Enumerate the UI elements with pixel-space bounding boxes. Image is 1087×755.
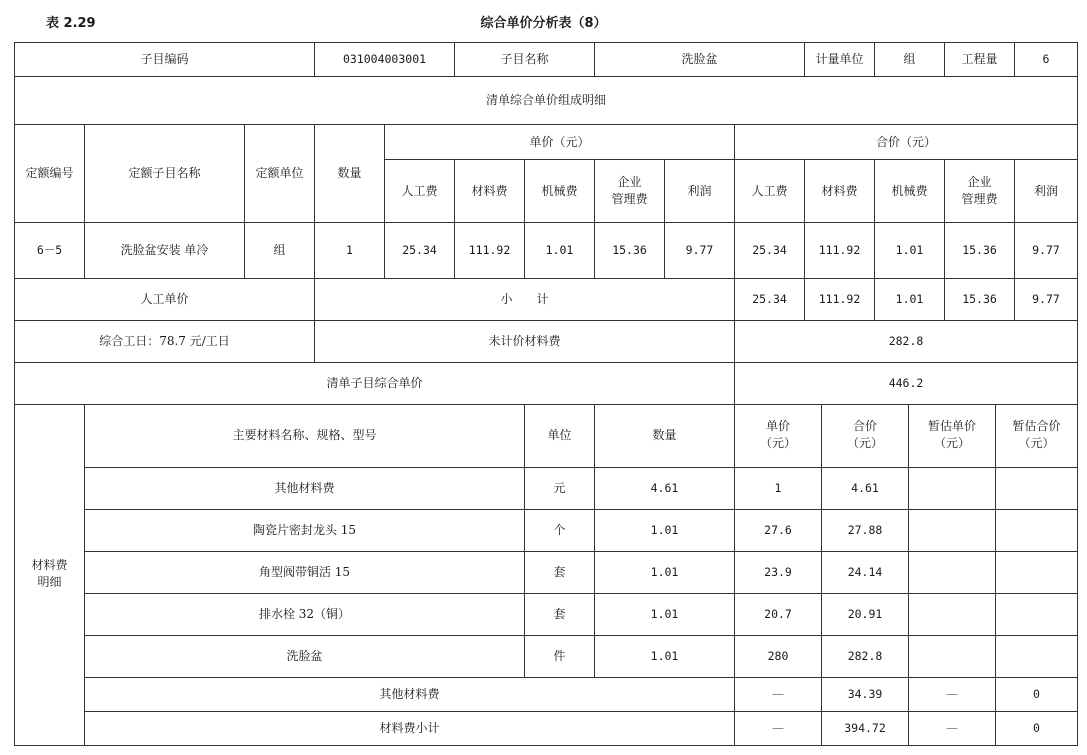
subtotal-row [15, 279, 1078, 321]
col-quota-unit: 定额单位 [245, 125, 315, 223]
name-value: 洗脸盆 [595, 43, 805, 77]
col-quota-name: 定额子目名称 [85, 125, 245, 223]
subtotal-profit: 9.77 [1015, 279, 1078, 321]
composite-value: 446.2 [735, 363, 1078, 405]
table-caption [0, 12, 1087, 34]
mat-col-unit: 单位 [525, 404, 595, 467]
other-total-price: 34.39 [822, 677, 909, 711]
quota-name: 洗脸盆安装 单冷 [85, 223, 245, 279]
material-row [15, 509, 1078, 551]
other-material-label: 其他材料费 [85, 677, 735, 711]
mat-total-price: 282.8 [822, 635, 909, 677]
material-row [15, 593, 1078, 635]
mat-est-unit-price [909, 593, 996, 635]
other-unit-price: — [735, 677, 822, 711]
material-row [15, 551, 1078, 593]
name-label: 子目名称 [455, 43, 595, 77]
qty-value: 6 [1015, 43, 1078, 77]
mat-est-total-price [996, 509, 1078, 551]
mat-est-unit-price [909, 635, 996, 677]
up-material: 111.92 [455, 223, 525, 279]
mat-est-unit-price [909, 467, 996, 509]
subtotal-material: 111.92 [805, 279, 875, 321]
mat-unit: 套 [525, 551, 595, 593]
tp-mgmt: 15.36 [945, 223, 1015, 279]
header-info-row [15, 43, 1078, 77]
unpriced-row [15, 321, 1078, 363]
mat-total-price: 20.91 [822, 593, 909, 635]
mat-est-unit-price [909, 551, 996, 593]
other-est-total-price: 0 [996, 677, 1078, 711]
qty-label: 工程量 [945, 43, 1015, 77]
col-tp-labor: 人工费 [735, 160, 805, 223]
workday-label: 综合工日：78.7 元/工日 [15, 321, 315, 363]
mat-col-total-price: 合价 （元） [822, 404, 909, 467]
table-title: 综合单价分析表（8） [480, 16, 607, 31]
subtotal-total-price: 394.72 [822, 711, 909, 745]
code-value: 031004003001 [315, 43, 455, 77]
col-tp-material: 材料费 [805, 160, 875, 223]
mat-qty: 1.01 [595, 593, 735, 635]
mat-qty: 1.01 [595, 509, 735, 551]
col-tp-profit: 利润 [1015, 160, 1078, 223]
material-side-label: 材料费 明细 [15, 404, 85, 745]
mat-est-unit-price [909, 509, 996, 551]
mat-unit: 件 [525, 635, 595, 677]
subtotal-est-total-price: 0 [996, 711, 1078, 745]
quota-qty: 1 [315, 223, 385, 279]
labor-rate-label: 人工单价 [15, 279, 315, 321]
col-quota-no: 定额编号 [15, 125, 85, 223]
code-label: 子目编码 [15, 43, 315, 77]
subtotal-machine: 1.01 [875, 279, 945, 321]
col-quantity: 数量 [315, 125, 385, 223]
material-row [15, 635, 1078, 677]
up-labor: 25.34 [385, 223, 455, 279]
mat-col-est-unit-price: 暂估单价 （元） [909, 404, 996, 467]
mat-est-total-price [996, 551, 1078, 593]
mat-qty: 1.01 [595, 551, 735, 593]
mat-unit-price: 1 [735, 467, 822, 509]
up-machine: 1.01 [525, 223, 595, 279]
col-unit-price-group: 单价（元） [385, 125, 735, 160]
unit-value: 组 [875, 43, 945, 77]
table-number: 表 2.29 [46, 16, 96, 31]
mat-qty: 4.61 [595, 467, 735, 509]
material-head-row [15, 404, 1078, 467]
mat-total-price: 24.14 [822, 551, 909, 593]
unit-price-analysis-table [14, 42, 1078, 405]
col-up-machine: 机械费 [525, 160, 595, 223]
mat-est-total-price [996, 467, 1078, 509]
section-title: 清单综合单价组成明细 [15, 77, 1078, 125]
quota-row [15, 223, 1078, 279]
mat-name: 排水栓 32（铜） [85, 593, 525, 635]
mat-est-total-price [996, 635, 1078, 677]
mat-total-price: 4.61 [822, 467, 909, 509]
mat-unit-price: 27.6 [735, 509, 822, 551]
quota-unit: 组 [245, 223, 315, 279]
col-up-mgmt: 企业 管理费 [595, 160, 665, 223]
mat-unit-price: 23.9 [735, 551, 822, 593]
mat-col-est-total-price: 暂估合价 （元） [996, 404, 1078, 467]
other-material-row [15, 677, 1078, 711]
mat-name: 角型阀带铜活 15 [85, 551, 525, 593]
mat-unit: 元 [525, 467, 595, 509]
col-up-profit: 利润 [665, 160, 735, 223]
material-detail-table [14, 404, 1078, 746]
material-subtotal-label: 材料费小计 [85, 711, 735, 745]
mat-total-price: 27.88 [822, 509, 909, 551]
col-up-material: 材料费 [455, 160, 525, 223]
subtotal-est-unit-price: — [909, 711, 996, 745]
material-row [15, 467, 1078, 509]
tp-machine: 1.01 [875, 223, 945, 279]
mat-est-total-price [996, 593, 1078, 635]
subtotal-mgmt: 15.36 [945, 279, 1015, 321]
mat-unit: 套 [525, 593, 595, 635]
tp-labor: 25.34 [735, 223, 805, 279]
subtotal-unit-price: — [735, 711, 822, 745]
unpriced-label: 未计价材料费 [315, 321, 735, 363]
quota-no: 6－5 [15, 223, 85, 279]
mat-qty: 1.01 [595, 635, 735, 677]
mat-col-unit-price: 单价 （元） [735, 404, 822, 467]
mat-name: 陶瓷片密封龙头 15 [85, 509, 525, 551]
subtotal-labor: 25.34 [735, 279, 805, 321]
mat-name: 洗脸盆 [85, 635, 525, 677]
mat-name: 其他材料费 [85, 467, 525, 509]
up-mgmt: 15.36 [595, 223, 665, 279]
composite-row [15, 363, 1078, 405]
unpriced-value: 282.8 [735, 321, 1078, 363]
tp-profit: 9.77 [1015, 223, 1078, 279]
mat-unit-price: 280 [735, 635, 822, 677]
mat-col-name: 主要材料名称、规格、型号 [85, 404, 525, 467]
composite-label: 清单子目综合单价 [15, 363, 735, 405]
subtotal-label: 小 计 [315, 279, 735, 321]
col-up-labor: 人工费 [385, 160, 455, 223]
mat-unit: 个 [525, 509, 595, 551]
col-total-price-group: 合价（元） [735, 125, 1078, 160]
mat-col-qty: 数量 [595, 404, 735, 467]
other-est-unit-price: — [909, 677, 996, 711]
col-tp-mgmt: 企业 管理费 [945, 160, 1015, 223]
tp-material: 111.92 [805, 223, 875, 279]
up-profit: 9.77 [665, 223, 735, 279]
col-tp-machine: 机械费 [875, 160, 945, 223]
mat-unit-price: 20.7 [735, 593, 822, 635]
unit-label: 计量单位 [805, 43, 875, 77]
material-subtotal-row [15, 711, 1078, 745]
